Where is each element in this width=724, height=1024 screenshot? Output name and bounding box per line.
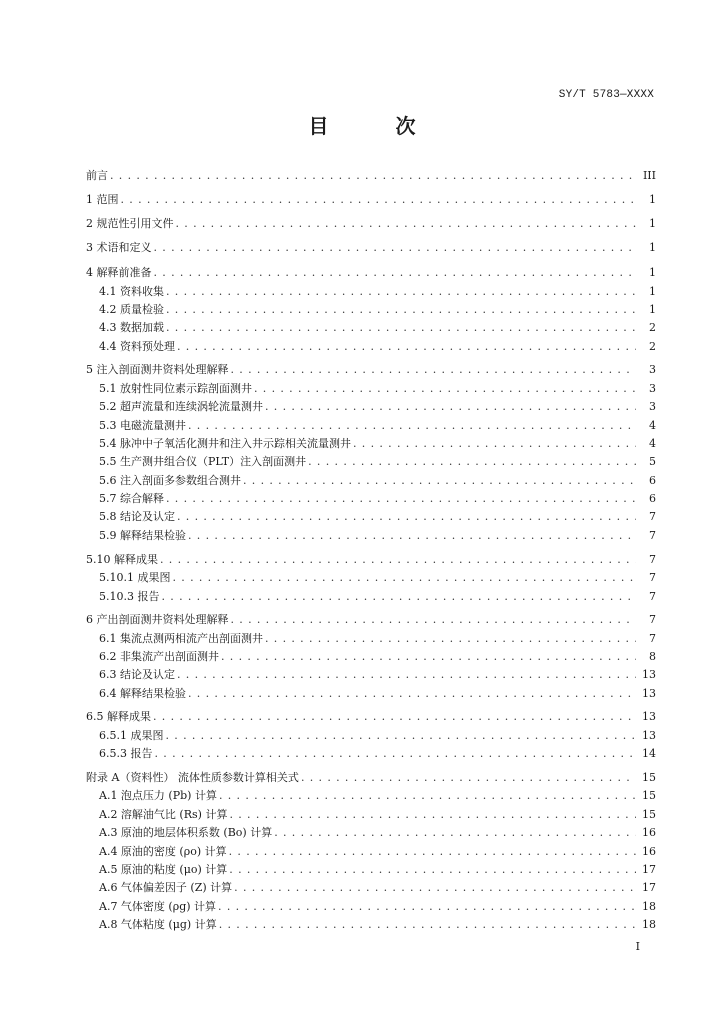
toc-dot-leader <box>353 437 636 451</box>
toc-section-entry[interactable] <box>99 646 656 664</box>
toc-dot-leader <box>234 881 636 895</box>
toc-entry-page: 2 <box>649 321 656 334</box>
toc-entry-page: 1 <box>649 241 656 254</box>
toc-entry-page: 2 <box>649 340 656 353</box>
toc-entry-label: 4.2 质量检验 <box>99 303 164 316</box>
toc-entry-page: 17 <box>642 863 656 876</box>
toc-entry-label: 4.1 资料收集 <box>99 285 164 298</box>
toc-dot-leader <box>121 193 637 207</box>
toc-section-entry[interactable] <box>99 317 656 335</box>
toc-dot-leader <box>219 918 636 932</box>
toc-entry-page: 6 <box>649 474 656 487</box>
toc-section-entry[interactable] <box>99 415 656 433</box>
toc-entry-label: 5.10.3 报告 <box>99 590 160 603</box>
toc-dot-leader <box>188 529 636 543</box>
toc-dot-leader <box>218 900 636 914</box>
toc-entry-page: 18 <box>642 918 656 931</box>
toc-entry-label: 5.1 放射性同位素示踪剖面测井 <box>99 382 252 395</box>
toc-chapter-entry[interactable] <box>86 237 656 255</box>
toc-entry-label: A.7 气体密度 (ρg) 计算 <box>99 900 217 913</box>
toc-dot-leader <box>219 789 636 803</box>
toc-dot-leader <box>166 492 636 506</box>
toc-chapter-entry[interactable] <box>86 609 656 627</box>
toc-chapter-entry[interactable] <box>86 189 656 207</box>
toc-entry-label: 5 注入剖面测井资料处理解释 <box>86 363 229 376</box>
toc-entry-label: A.4 原油的密度 (ρo) 计算 <box>99 845 227 858</box>
toc-dot-leader <box>166 321 636 335</box>
toc-entry-label: 附录 A（资料性） 流体性质参数计算相关式 <box>86 771 299 784</box>
toc-entry-label: 5.5 生产测井组合仪（PLT）注入剖面测井 <box>99 455 307 468</box>
toc-dot-leader <box>229 863 636 877</box>
toc-section-entry[interactable] <box>99 804 656 822</box>
toc-chapter-entry[interactable] <box>86 213 656 231</box>
toc-entry-page: 3 <box>649 382 656 395</box>
toc-entry-page: 7 <box>649 590 656 603</box>
toc-entry-page: 15 <box>642 771 656 784</box>
toc-dot-leader <box>155 747 637 761</box>
toc-section-entry[interactable] <box>99 336 656 354</box>
toc-dot-leader <box>188 419 636 433</box>
page-title: 目 次 <box>308 114 446 138</box>
toc-section-entry[interactable] <box>99 586 656 604</box>
toc-entry-label: 5.10 解释成果 <box>86 553 158 566</box>
toc-entry-label: 5.10.1 成果图 <box>99 571 171 584</box>
toc-entry-label: 6.5 解释成果 <box>86 710 151 723</box>
toc-entry-label: 1 范围 <box>86 193 119 206</box>
toc-entry-page: 14 <box>642 747 656 760</box>
toc-section-entry[interactable] <box>99 299 656 317</box>
toc-chapter-entry[interactable] <box>86 359 656 377</box>
toc-section-entry[interactable] <box>99 506 656 524</box>
toc-section-entry[interactable] <box>99 488 656 506</box>
toc-entry-page: 7 <box>649 553 656 566</box>
toc-section-entry[interactable] <box>99 378 656 396</box>
toc-entry-page: 16 <box>642 845 656 858</box>
toc-entry-page: 4 <box>649 419 656 432</box>
toc-entry-label: A.1 泡点压力 (Pb) 计算 <box>99 789 217 802</box>
toc-dot-leader <box>172 571 636 585</box>
toc-dot-leader <box>274 826 636 840</box>
toc-entry-label: 6.4 解释结果检验 <box>99 687 186 700</box>
toc-dot-leader <box>254 382 636 396</box>
toc-section-entry[interactable] <box>99 841 656 859</box>
toc-entry-label: A.5 原油的粘度 (μo) 计算 <box>99 863 228 876</box>
toc-dot-leader <box>229 845 636 859</box>
toc-section-entry[interactable] <box>99 822 656 840</box>
toc-entry-label: 5.2 超声流量和连续涡轮流量测井 <box>99 400 263 413</box>
toc-dot-leader <box>176 217 637 231</box>
toc-dot-leader <box>153 710 636 724</box>
toc-dot-leader <box>188 687 636 701</box>
toc-section-entry[interactable] <box>99 859 656 877</box>
toc-entry-page: 6 <box>649 492 656 505</box>
toc-dot-leader <box>166 729 637 743</box>
toc-entry-page: 3 <box>649 400 656 413</box>
toc-dot-leader <box>154 241 637 255</box>
toc-entry-page: 17 <box>642 881 656 894</box>
toc-entry-page: 15 <box>642 789 656 802</box>
toc-chapter-entry[interactable] <box>86 706 656 724</box>
toc-entry-page: 8 <box>649 650 656 663</box>
toc-dot-leader <box>166 285 636 299</box>
toc-entry-page: 16 <box>642 826 656 839</box>
toc-section-entry[interactable] <box>99 433 656 451</box>
toc-entry-page: 18 <box>642 900 656 913</box>
toc-section-entry[interactable] <box>99 396 656 414</box>
toc-entry-label: 5.7 综合解释 <box>99 492 164 505</box>
toc-chapter-entry[interactable] <box>86 262 656 280</box>
toc-dot-leader <box>110 169 636 183</box>
toc-section-entry[interactable] <box>99 683 656 701</box>
toc-dot-leader <box>231 363 637 377</box>
toc-entry-page: 1 <box>649 217 656 230</box>
toc-entry-label: 6.1 集流点测两相流产出剖面测井 <box>99 632 263 645</box>
toc-dot-leader <box>154 266 637 280</box>
toc-section-entry[interactable] <box>99 281 656 299</box>
toc-entry-label: A.8 气体粘度 (μg) 计算 <box>99 918 217 931</box>
toc-entry-label: 4 解释前准备 <box>86 266 152 279</box>
toc-section-entry[interactable] <box>99 525 656 543</box>
toc-entry-page: III <box>642 169 656 182</box>
toc-dot-leader <box>308 455 636 469</box>
toc-dot-leader <box>166 303 636 317</box>
toc-entry-label: 5.9 解释结果检验 <box>99 529 186 542</box>
toc-entry-page: 1 <box>649 303 656 316</box>
toc-section-entry[interactable] <box>99 725 656 743</box>
toc-section-entry[interactable] <box>99 743 656 761</box>
toc-entry-page: 7 <box>649 632 656 645</box>
toc-entry-label: A.3 原油的地层体积系数 (Bo) 计算 <box>99 826 273 839</box>
toc-entry-page: 4 <box>649 437 656 450</box>
toc-entry-label: 4.3 数据加载 <box>99 321 164 334</box>
toc-entry-label: 4.4 资料预处理 <box>99 340 175 353</box>
toc-section-entry[interactable] <box>99 470 656 488</box>
toc-chapter-entry[interactable] <box>86 165 656 183</box>
toc-entry-label: 2 规范性引用文件 <box>86 217 174 230</box>
toc-dot-leader <box>301 771 636 785</box>
toc-dot-leader <box>265 632 636 646</box>
toc-entry-page: 1 <box>649 193 656 206</box>
toc-dot-leader <box>265 400 636 414</box>
toc-entry-page: 13 <box>642 687 656 700</box>
toc-entry-label: A.2 溶解油气比 (Rs) 计算 <box>99 808 228 821</box>
toc-dot-leader <box>243 474 636 488</box>
toc-section-entry[interactable] <box>99 567 656 585</box>
toc-dot-leader <box>161 590 636 604</box>
toc-entry-label: 6 产出剖面测井资料处理解释 <box>86 613 229 626</box>
toc-dot-leader <box>177 340 636 354</box>
toc-dot-leader <box>177 510 636 524</box>
toc-entry-label: 6.5.3 报告 <box>99 747 153 760</box>
toc-entry-label: 3 术语和定义 <box>86 241 152 254</box>
toc-entry-label: 5.3 电磁流量测井 <box>99 419 186 432</box>
toc-dot-leader <box>177 668 636 682</box>
toc-entry-page: 7 <box>649 571 656 584</box>
toc-entry-label: 6.5.1 成果图 <box>99 729 164 742</box>
toc-section-entry[interactable] <box>99 896 656 914</box>
toc-entry-label: 6.2 非集流产出剖面测井 <box>99 650 219 663</box>
toc-section-entry[interactable] <box>99 628 656 646</box>
toc-entry-page: 3 <box>649 363 656 376</box>
toc-entry-label: 5.4 脉冲中子氧活化测井和注入井示踪相关流量测井 <box>99 437 351 450</box>
toc-section-entry[interactable] <box>99 785 656 803</box>
toc-entry-label: 6.3 结论及认定 <box>99 668 175 681</box>
toc-dot-leader <box>229 808 636 822</box>
toc-section-entry[interactable] <box>99 664 656 682</box>
toc-entry-page: 1 <box>649 285 656 298</box>
toc-dot-leader <box>221 650 636 664</box>
toc-entry-page: 1 <box>649 266 656 279</box>
toc-entry-page: 7 <box>649 510 656 523</box>
toc-entry-page: 7 <box>649 613 656 626</box>
toc-entry-page: 15 <box>642 808 656 821</box>
standard-code: SY/T 5783—XXXX <box>558 89 654 101</box>
toc-entry-page: 5 <box>649 455 656 468</box>
toc-entry-page: 7 <box>649 529 656 542</box>
toc-entry-page: 13 <box>642 668 656 681</box>
toc-dot-leader <box>231 613 637 627</box>
toc-entry-page: 13 <box>642 710 656 723</box>
toc-chapter-entry[interactable] <box>86 549 656 567</box>
toc-dot-leader <box>160 553 636 567</box>
toc-entry-label: 前言 <box>86 169 108 182</box>
toc-entry-label: 5.6 注入剖面多参数组合测井 <box>99 474 241 487</box>
toc-section-entry[interactable] <box>99 451 656 469</box>
toc-entry-page: 13 <box>642 729 656 742</box>
toc-entry-label: 5.8 结论及认定 <box>99 510 175 523</box>
toc-chapter-entry[interactable] <box>86 767 656 785</box>
toc-section-entry[interactable] <box>99 877 656 895</box>
toc-section-entry[interactable] <box>99 914 656 932</box>
toc-entry-label: A.6 气体偏差因子 (Z) 计算 <box>99 881 233 894</box>
page-number: I <box>635 940 640 953</box>
